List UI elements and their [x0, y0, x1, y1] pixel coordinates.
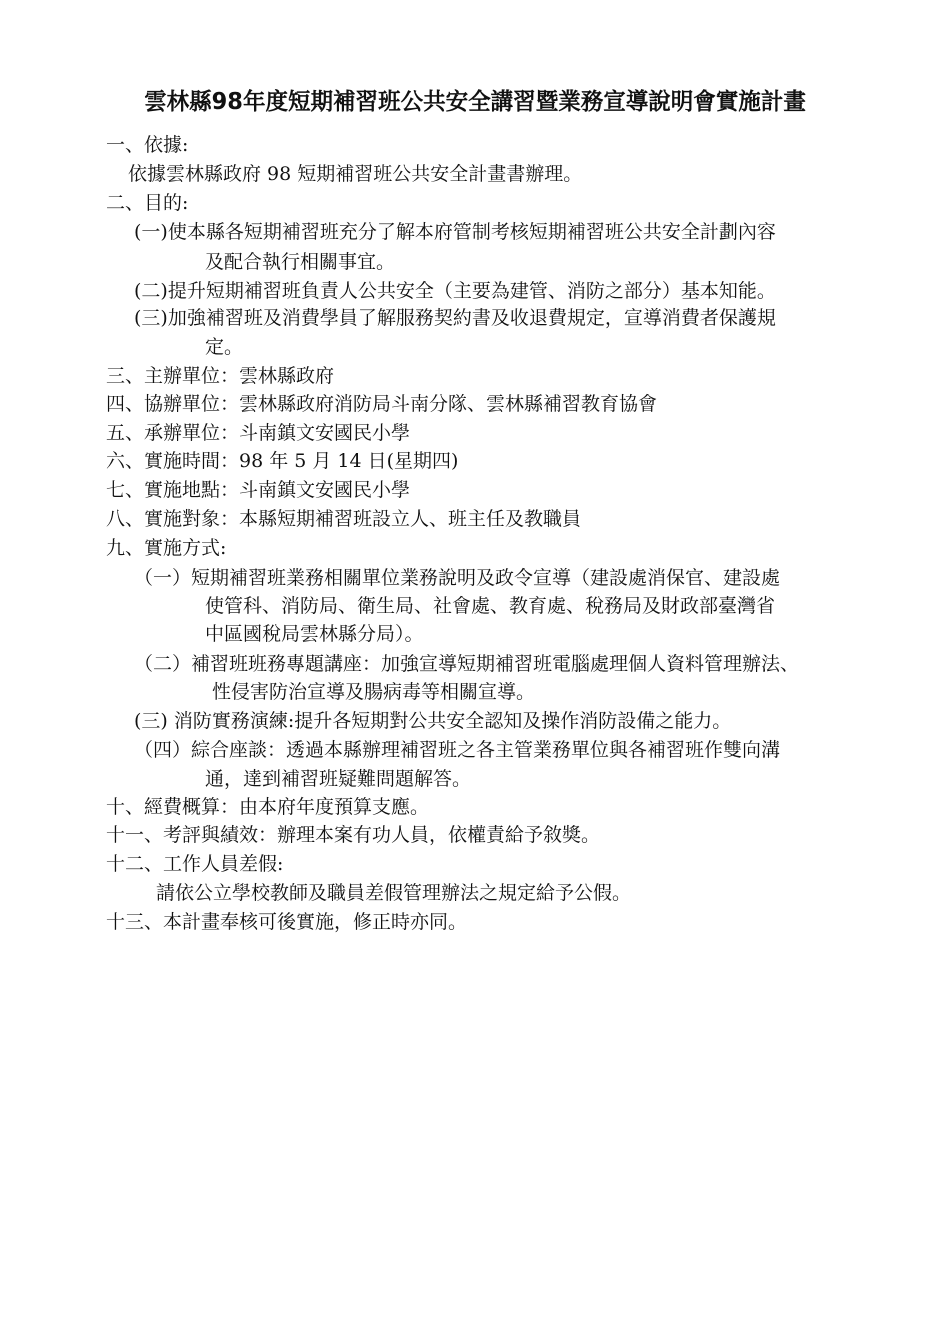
- section-11-evaluation: 十一、考評與績效：辦理本案有功人員，依權責給予敘獎。: [106, 824, 601, 846]
- section-9-item-2-continued: 性侵害防治宣導及腸病毒等相關宣導。: [212, 681, 536, 703]
- section-12-heading: 十二、工作人員差假:: [106, 853, 284, 875]
- section-9-item-4-continued: 通，達到補習班疑難問題解答。: [205, 768, 472, 790]
- section-4-co-organizers: 四、協辦單位：雲林縣政府消防局斗南分隊、雲林縣補習教育協會: [106, 393, 658, 415]
- section-6-date: 六、實施時間：98 年 5 月 14 日(星期四): [106, 450, 459, 472]
- section-2-item-1-continued: 及配合執行相關事宜。: [205, 251, 396, 273]
- section-9-item-1: （一）短期補習班業務相關單位業務說明及政令宣導（建設處消保官、建設處: [134, 567, 781, 589]
- section-2-item-3-continued: 定。: [205, 336, 244, 358]
- section-9-item-3: (三) 消防實務演練:提升各短期對公共安全認知及操作消防設備之能力。: [134, 710, 732, 732]
- section-2-item-1: (一)使本縣各短期補習班充分了解本府管制考核短期補習班公共安全計劃內容: [134, 221, 776, 243]
- section-1-text: 依據雲林縣政府 98 短期補習班公共安全計畫書辦理。: [128, 163, 583, 185]
- section-2-item-3: (三)加強補習班及消費學員了解服務契約書及收退費規定，宣導消費者保護規: [134, 307, 776, 329]
- section-2-item-2: (二)提升短期補習班負責人公共安全（主要為建管、消防之部分）基本知能。: [134, 280, 776, 302]
- section-13-effective: 十三、本計畫奉核可後實施，修正時亦同。: [106, 911, 468, 933]
- section-8-participants: 八、實施對象：本縣短期補習班設立人、班主任及教職員: [106, 508, 582, 530]
- section-7-venue: 七、實施地點：斗南鎮文安國民小學: [106, 479, 411, 501]
- section-9-item-1-continued-2: 中區國稅局雲林縣分局）。: [205, 623, 424, 645]
- section-9-item-4: （四）綜合座談：透過本縣辦理補習班之各主管業務單位與各補習班作雙向溝: [134, 739, 781, 761]
- document-title: 雲林縣98年度短期補習班公共安全講習暨業務宣導說明會實施計畫: [144, 89, 806, 115]
- section-3-organizer: 三、主辦單位：雲林縣政府: [106, 365, 335, 387]
- section-2-heading: 二、目的:: [106, 192, 189, 214]
- section-9-item-1-continued-1: 使管科、消防局、衛生局、社會處、教育處、稅務局及財政部臺灣省: [205, 595, 776, 617]
- section-9-item-2: （二）補習班班務專題講座：加強宣導短期補習班電腦處理個人資料管理辦法、: [134, 653, 800, 675]
- section-12-text: 請依公立學校教師及職員差假管理辦法之規定給予公假。: [156, 882, 632, 904]
- section-5-host: 五、承辦單位：斗南鎮文安國民小學: [106, 422, 411, 444]
- section-10-budget: 十、經費概算：由本府年度預算支應。: [106, 796, 430, 818]
- section-9-heading: 九、實施方式:: [106, 537, 227, 559]
- section-1-heading: 一、依據:: [106, 134, 189, 156]
